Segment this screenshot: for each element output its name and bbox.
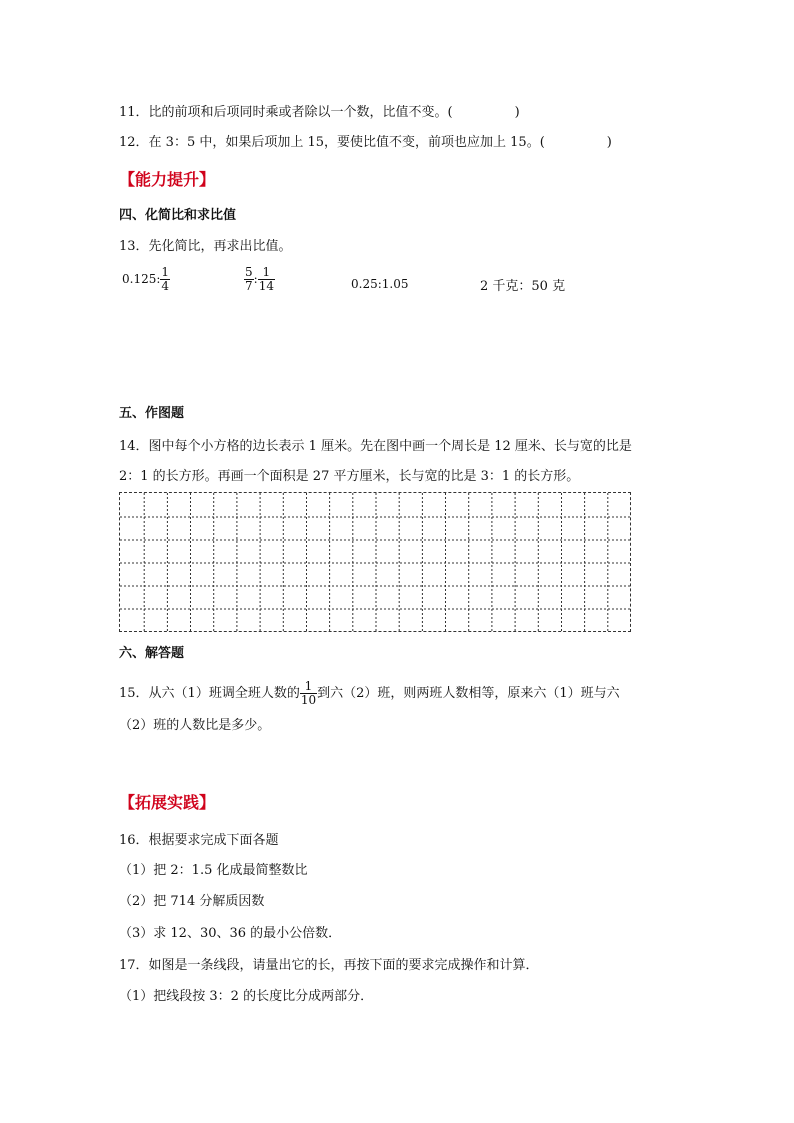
ratio-expression-2: $\frac{5}{7}$ : $\frac{1}{14}$ — [245, 265, 274, 293]
question-15-line-2: （2）班的人数比是多少。 — [119, 718, 271, 733]
question-16-part-3: （3）求 12、30、36 的最小公倍数． — [119, 926, 342, 941]
section-6-title: 六、解答题 — [119, 646, 185, 661]
ratio-expression-1: 0.125: $\frac{1}{4}$ — [122, 265, 170, 293]
question-14-line-1: 14．图中每个小方格的边长表示 1 厘米。先在图中画一个周长是 12 厘米、长与宽的比是 — [119, 439, 632, 454]
section-ability-heading: 【能力提升】 — [119, 170, 216, 189]
fraction: $\frac{5}{7}$ — [245, 265, 253, 293]
section-5-title: 五、作图题 — [119, 406, 185, 421]
question-17-part-1: （1）把线段按 3：2 的长度比分成两部分． — [119, 989, 374, 1004]
grid-lines — [120, 493, 632, 633]
question-16: 16．根据要求完成下面各题 — [119, 833, 279, 848]
drawing-grid[interactable] — [119, 492, 631, 632]
question-13: 13．先化简比，再求出比值。 — [119, 239, 292, 254]
section-4-title: 四、化简比和求比值 — [119, 208, 237, 223]
fraction: $\frac{1}{14}$ — [258, 265, 274, 293]
fraction: $\frac{1}{4}$ — [161, 265, 170, 293]
fraction: $\frac{1}{10}$ — [300, 679, 317, 707]
question-11: 11．比的前项和后项同时乘或者除以一个数，比值不变。( ) — [119, 105, 520, 120]
question-17: 17．如图是一条线段，请量出它的长，再按下面的要求完成操作和计算． — [119, 958, 539, 973]
ratio-expression-3: 0.25:1.05 — [351, 277, 409, 291]
question-15-line-1: 15．从六（1）班调全班人数的 $\frac{1}{10}$ 到六（2）班，则两班人数相等，原来六（1）班与六 — [119, 679, 620, 707]
question-16-part-2: （2）把 714 分解质因数 — [119, 894, 265, 909]
question-12: 12．在 3：5 中，如果后项加上 15，要使比值不变，前项也应加上 15。( ) — [119, 135, 612, 150]
question-14-line-2: 2：1 的长方形。再画一个面积是 27 平方厘米，长与宽的比是 3：1 的长方形。 — [119, 469, 580, 484]
question-16-part-1: （1）把 2：1.5 化成最简整数比 — [119, 863, 308, 878]
ratio-expression-4: 2 千克：50 克 — [480, 279, 566, 294]
section-expand-heading: 【拓展实践】 — [119, 793, 216, 812]
